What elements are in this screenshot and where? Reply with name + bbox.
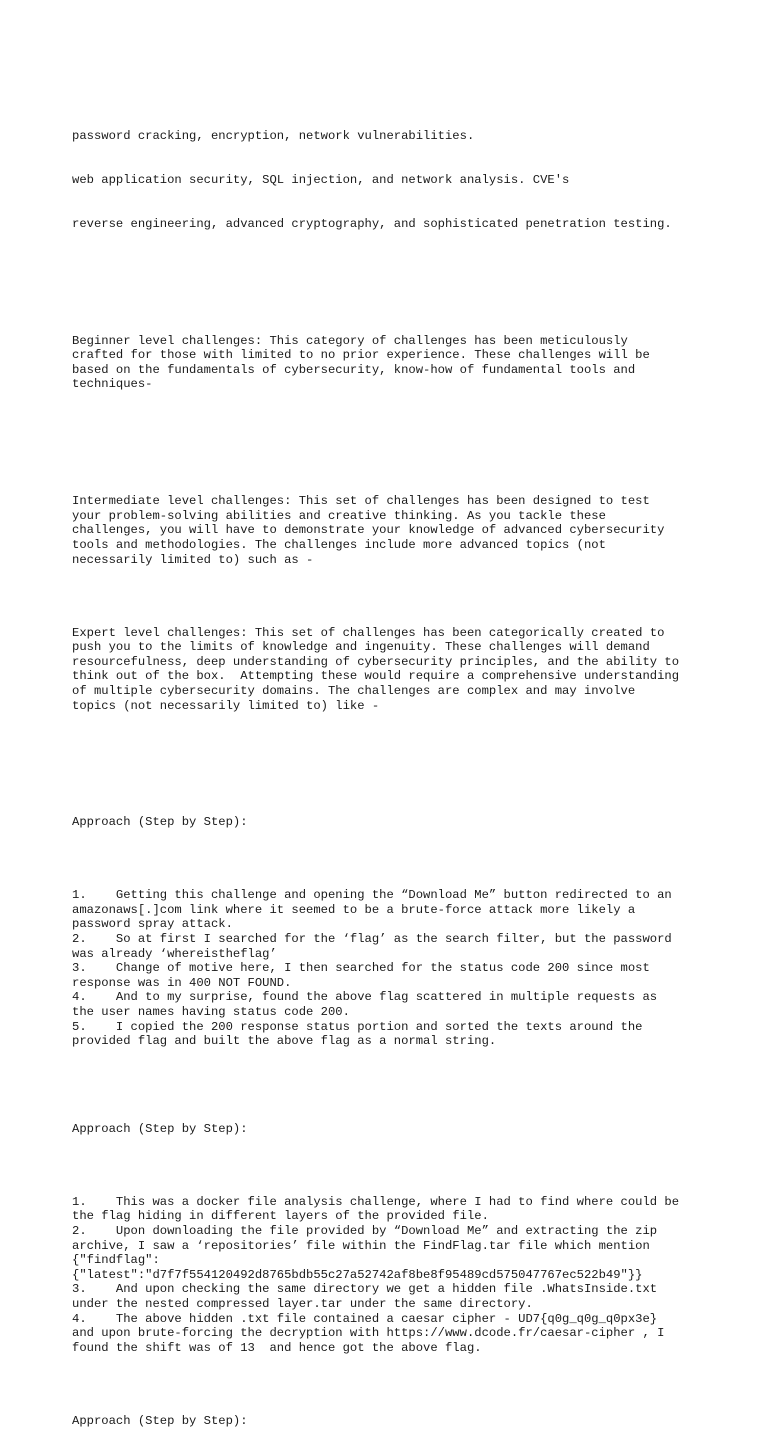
- approach-steps-list: 1. Getting this challenge and opening the “Download Me” button redirected to an amazonaws[.]com link where it seemed to be a brute-force attack more likely a password spray attack. 2. So at first I searched for the ‘flag’ as the search filter, but the password was already ‘whereistheflag’ 3. Change of motive here, I then searched for the status code 200 since most response was in 400 NOT FOUND. 4. And to my surprise, found the above flag scattered in multiple requests as the user names having status code 200. 5. I copied the 200 response status portion and sorted the texts around the provided flag and built the above flag as a normal string.: [72, 888, 672, 1049]
- skills-line: web application security, SQL injection, and network analysis. CVE's: [72, 173, 570, 188]
- skills-paragraph: [72, 100, 712, 261]
- document-page: [72, 71, 712, 1443]
- approach-heading: Approach (Step by Step):: [72, 815, 248, 830]
- skills-line: reverse engineering, advanced cryptography, and sophisticated penetration testing.: [72, 216, 672, 231]
- intermediate-challenges-paragraph: Intermediate level challenges: This set of challenges has been designed to test your problem-solving abilities and creative thinking. As you tackle these challenges, you will have to demonstrate your knowledge of advanced cybersecurity tools and methodologies. The challenges include more advanced topics (not necessarily limited to) such as -: [72, 494, 665, 567]
- beginner-challenges-paragraph: Beginner level challenges: This category of challenges has been meticulously crafted for those with limited to no prior experience. These challenges will be based on the fundamentals of cybersecurity, know-how of fundamental tools and techniques-: [72, 333, 650, 392]
- skills-line: password cracking, encryption, network vulnerabilities.: [72, 129, 475, 144]
- approach-heading: Approach (Step by Step):: [72, 1413, 248, 1428]
- approach-heading: Approach (Step by Step):: [72, 1121, 248, 1136]
- approach-steps-list: 1. This was a docker file analysis challenge, where I had to find where could be the flag hiding in different layers of the provided file. 2. Upon downloading the file provided by “Download Me” and extracting the zip archive, I saw a ‘repositories’ file within the FindFlag.tar file which mention {"findflag": {"latest":"d7f7f554120492d8765bdb55c27a52742af8be8f95489cd575047767ec522b49"}} 3. And upon checking the same directory we get a hidden file .WhatsInside.txt under the nested compressed layer.tar under the same directory. 4. The above hidden .txt file contained a caesar cipher - UD7{q0g_q0g_q0px3e} and upon brute-forcing the decryption with https://www.dcode.fr/caesar-cipher , I found the shift was of 13 and hence got the above flag.: [72, 1194, 680, 1355]
- expert-challenges-paragraph: Expert level challenges: This set of challenges has been categorically created to push you to the limits of knowledge and ingenuity. These challenges will demand resourcefulness, deep understanding of cybersecurity principles, and the ability to think out of the box. Attempting these would require a comprehensive understanding of multiple cybersecurity domains. The challenges are complex and may involve topics (not necessarily limited to) like -: [72, 625, 680, 713]
